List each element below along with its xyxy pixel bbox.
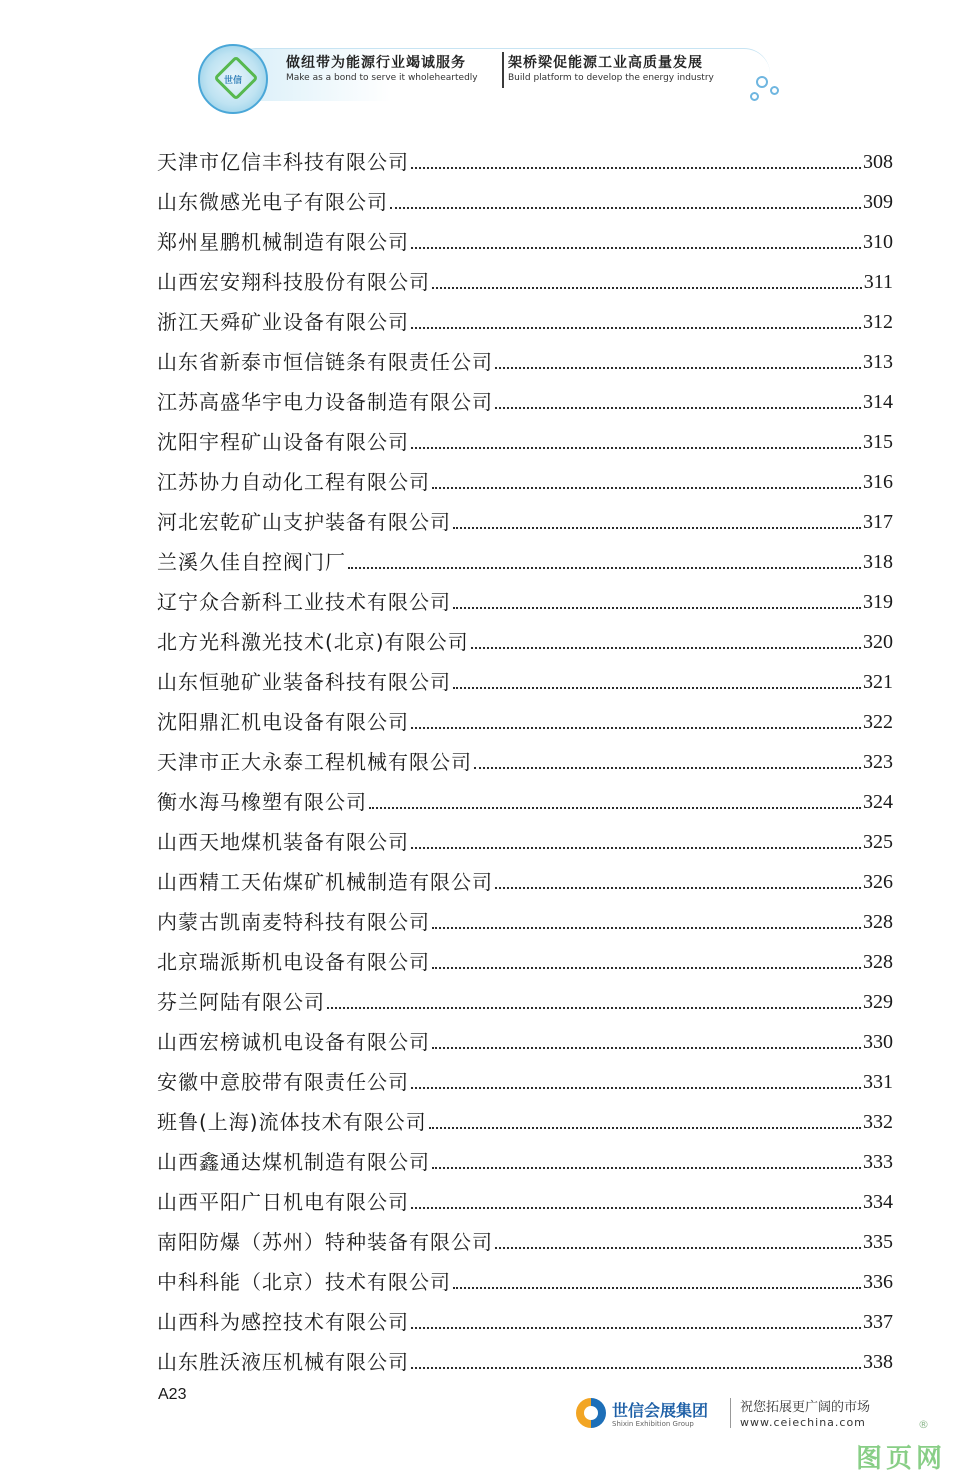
decorative-dots-icon [750, 76, 790, 106]
toc-entry[interactable] [157, 975, 893, 1015]
toc-entry-page: 316 [863, 471, 893, 493]
brand-name-en: Shixin Exhibition Group [612, 1420, 694, 1428]
toc-entry-title: 山东微感光电子有限公司 [157, 190, 388, 214]
toc-entry-title: 北方光科激光技术(北京)有限公司 [157, 630, 469, 654]
toc-entry-title: 内蒙古凯南麦特科技有限公司 [157, 910, 430, 934]
slogan-en-left: Make as a bond to serve it wholeheartedly [286, 73, 478, 83]
toc-entry-page: 308 [863, 151, 893, 173]
toc-dot-leader [432, 927, 861, 929]
toc-entry[interactable] [157, 535, 893, 575]
toc-dot-leader [432, 1167, 861, 1169]
toc-entry-page: 311 [863, 271, 893, 293]
toc-entry-title: 南阳防爆（苏州）特种装备有限公司 [157, 1230, 493, 1254]
toc-entry[interactable] [157, 1055, 893, 1095]
toc-entry-title: 天津市正大永泰工程机械有限公司 [157, 750, 472, 774]
slogan-cn-left: 做纽带为能源行业竭诚服务 [286, 55, 466, 71]
toc-dot-leader [411, 727, 861, 729]
toc-entry[interactable] [157, 615, 893, 655]
toc-dot-leader [432, 487, 861, 489]
toc-dot-leader [495, 887, 861, 889]
toc-entry-title: 天津市亿信丰科技有限公司 [157, 150, 409, 174]
toc-dot-leader [453, 527, 861, 529]
toc-entry-page: 337 [863, 1311, 893, 1333]
toc-entry-title: 郑州星鹏机械制造有限公司 [157, 230, 409, 254]
page-number: A23 [158, 1386, 187, 1403]
toc-dot-leader [411, 847, 861, 849]
toc-dot-leader [495, 367, 861, 369]
logo-emblem-icon [198, 44, 268, 114]
toc-entry[interactable] [157, 215, 893, 255]
toc-entry-title: 北京瑞派斯机电设备有限公司 [157, 950, 430, 974]
toc-entry-page: 333 [863, 1151, 893, 1173]
toc-entry-page: 328 [863, 911, 893, 933]
brand-divider [730, 1398, 731, 1428]
toc-dot-leader [432, 287, 862, 289]
brand-url[interactable]: www.ceiechina.com [740, 1416, 866, 1429]
toc-dot-leader [432, 967, 861, 969]
toc-dot-leader [411, 247, 861, 249]
toc-entry-title: 山西科为感控技术有限公司 [157, 1310, 409, 1334]
toc-entry-page: 320 [863, 631, 893, 653]
footer-brand [574, 1392, 904, 1438]
toc-entry-title: 班鲁(上海)流体技术有限公司 [157, 1110, 427, 1134]
toc-entry-title: 山东省新泰市恒信链条有限责任公司 [157, 350, 493, 374]
toc-entry-page: 331 [863, 1071, 893, 1093]
toc-entry[interactable] [157, 1215, 893, 1255]
toc-entry[interactable] [157, 695, 893, 735]
toc-entry-title: 沈阳鼎汇机电设备有限公司 [157, 710, 409, 734]
toc-entry[interactable] [157, 1095, 893, 1135]
toc-entry-title: 山东胜沃液压机械有限公司 [157, 1350, 409, 1374]
toc-entry[interactable] [157, 655, 893, 695]
toc-entry-page: 330 [863, 1031, 893, 1053]
toc-entry-page: 323 [863, 751, 893, 773]
toc-entry-title: 江苏协力自动化工程有限公司 [157, 470, 430, 494]
toc-entry-page: 309 [863, 191, 893, 213]
toc-entry-page: 317 [863, 511, 893, 533]
brand-slogan: 祝您拓展更广阔的市场 [740, 1400, 871, 1415]
toc-dot-leader [348, 567, 861, 569]
toc-entry-title: 兰溪久佳自控阀门厂 [157, 550, 346, 574]
toc-entry-page: 332 [863, 1111, 893, 1133]
toc-entry-page: 326 [863, 871, 893, 893]
toc-entry-page: 312 [863, 311, 893, 333]
toc-dot-leader [432, 1047, 861, 1049]
toc-entry-title: 山西精工天佑煤矿机械制造有限公司 [157, 870, 493, 894]
toc-entry-page: 319 [863, 591, 893, 613]
toc-entry-page: 310 [863, 231, 893, 253]
toc-entry[interactable] [157, 1175, 893, 1215]
toc-entry[interactable] [157, 375, 893, 415]
toc-entry[interactable] [157, 1295, 893, 1335]
toc-dot-leader [495, 1247, 861, 1249]
toc-dot-leader [390, 207, 861, 209]
toc-entry[interactable] [157, 855, 893, 895]
toc-entry-title: 山西天地煤机装备有限公司 [157, 830, 409, 854]
toc-entry[interactable] [157, 935, 893, 975]
toc-entry-title: 山西宏安翔科技股份有限公司 [157, 270, 430, 294]
toc-entry-title: 山东恒驰矿业装备科技有限公司 [157, 670, 451, 694]
toc-entry-title: 山西平阳广日机电有限公司 [157, 1190, 409, 1214]
toc-entry[interactable] [157, 1335, 893, 1375]
toc-entry[interactable] [157, 175, 893, 215]
toc-entry[interactable] [157, 1135, 893, 1175]
toc-entry-page: 334 [863, 1191, 893, 1213]
toc-entry[interactable] [157, 895, 893, 935]
toc-entry-page: 338 [863, 1351, 893, 1373]
toc-entry[interactable] [157, 1015, 893, 1055]
toc-entry-page: 335 [863, 1231, 893, 1253]
toc-dot-leader [411, 167, 861, 169]
toc-entry[interactable] [157, 135, 893, 175]
toc-entry-page: 336 [863, 1271, 893, 1293]
table-of-contents [157, 135, 893, 1375]
toc-entry[interactable] [157, 775, 893, 815]
slogan-divider [502, 52, 504, 88]
toc-dot-leader [474, 767, 861, 769]
toc-entry[interactable] [157, 415, 893, 455]
toc-entry-title: 沈阳宇程矿山设备有限公司 [157, 430, 409, 454]
toc-entry-page: 314 [863, 391, 893, 413]
toc-entry-page: 313 [863, 351, 893, 373]
toc-entry-page: 322 [863, 711, 893, 733]
toc-entry-title: 浙江天舜矿业设备有限公司 [157, 310, 409, 334]
header-banner [190, 40, 790, 110]
toc-entry[interactable] [157, 735, 893, 775]
toc-entry-page: 329 [863, 991, 893, 1013]
toc-entry-title: 河北宏乾矿山支护装备有限公司 [157, 510, 451, 534]
toc-entry-page: 321 [863, 671, 893, 693]
slogan-en-right: Build platform to develop the energy industry [508, 73, 714, 83]
logo-text: 世信 [224, 76, 243, 86]
toc-dot-leader [411, 1367, 861, 1369]
brand-logo-icon [576, 1398, 606, 1428]
toc-dot-leader [411, 447, 861, 449]
toc-dot-leader [495, 407, 861, 409]
toc-dot-leader [327, 1007, 861, 1009]
toc-entry-page: 328 [863, 951, 893, 973]
toc-dot-leader [369, 807, 861, 809]
toc-entry[interactable] [157, 295, 893, 335]
toc-entry-page: 318 [863, 551, 893, 573]
toc-entry[interactable] [157, 495, 893, 535]
toc-dot-leader [453, 687, 861, 689]
toc-entry-page: 315 [863, 431, 893, 453]
brand-name: 世信会展集团 [612, 1401, 709, 1420]
toc-dot-leader [411, 1327, 861, 1329]
toc-dot-leader [429, 1127, 861, 1129]
watermark: 图页网 [856, 1444, 947, 1474]
toc-dot-leader [453, 1287, 861, 1289]
toc-entry-title: 江苏高盛华宇电力设备制造有限公司 [157, 390, 493, 414]
slogan-cn-right: 架桥梁促能源工业高质量发展 [508, 55, 703, 71]
toc-entry[interactable] [157, 575, 893, 615]
toc-dot-leader [453, 607, 861, 609]
toc-entry-title: 衡水海马橡塑有限公司 [157, 790, 367, 814]
toc-entry[interactable] [157, 255, 893, 295]
toc-entry[interactable] [157, 335, 893, 375]
toc-entry-page: 325 [863, 831, 893, 853]
toc-entry[interactable] [157, 1255, 893, 1295]
toc-dot-leader [411, 1207, 861, 1209]
toc-entry-title: 中科科能（北京）技术有限公司 [157, 1270, 451, 1294]
toc-entry[interactable] [157, 815, 893, 855]
toc-entry-title: 安徽中意胶带有限责任公司 [157, 1070, 409, 1094]
toc-entry-title: 山西鑫通达煤机制造有限公司 [157, 1150, 430, 1174]
toc-entry-page: 324 [863, 791, 893, 813]
toc-dot-leader [411, 1087, 861, 1089]
toc-entry-title: 山西宏榜诚机电设备有限公司 [157, 1030, 430, 1054]
toc-entry-title: 芬兰阿陆有限公司 [157, 990, 325, 1014]
toc-dot-leader [411, 327, 861, 329]
toc-dot-leader [471, 647, 861, 649]
toc-entry[interactable] [157, 455, 893, 495]
toc-entry-title: 辽宁众合新科工业技术有限公司 [157, 590, 451, 614]
registered-mark: ® [918, 1418, 929, 1431]
